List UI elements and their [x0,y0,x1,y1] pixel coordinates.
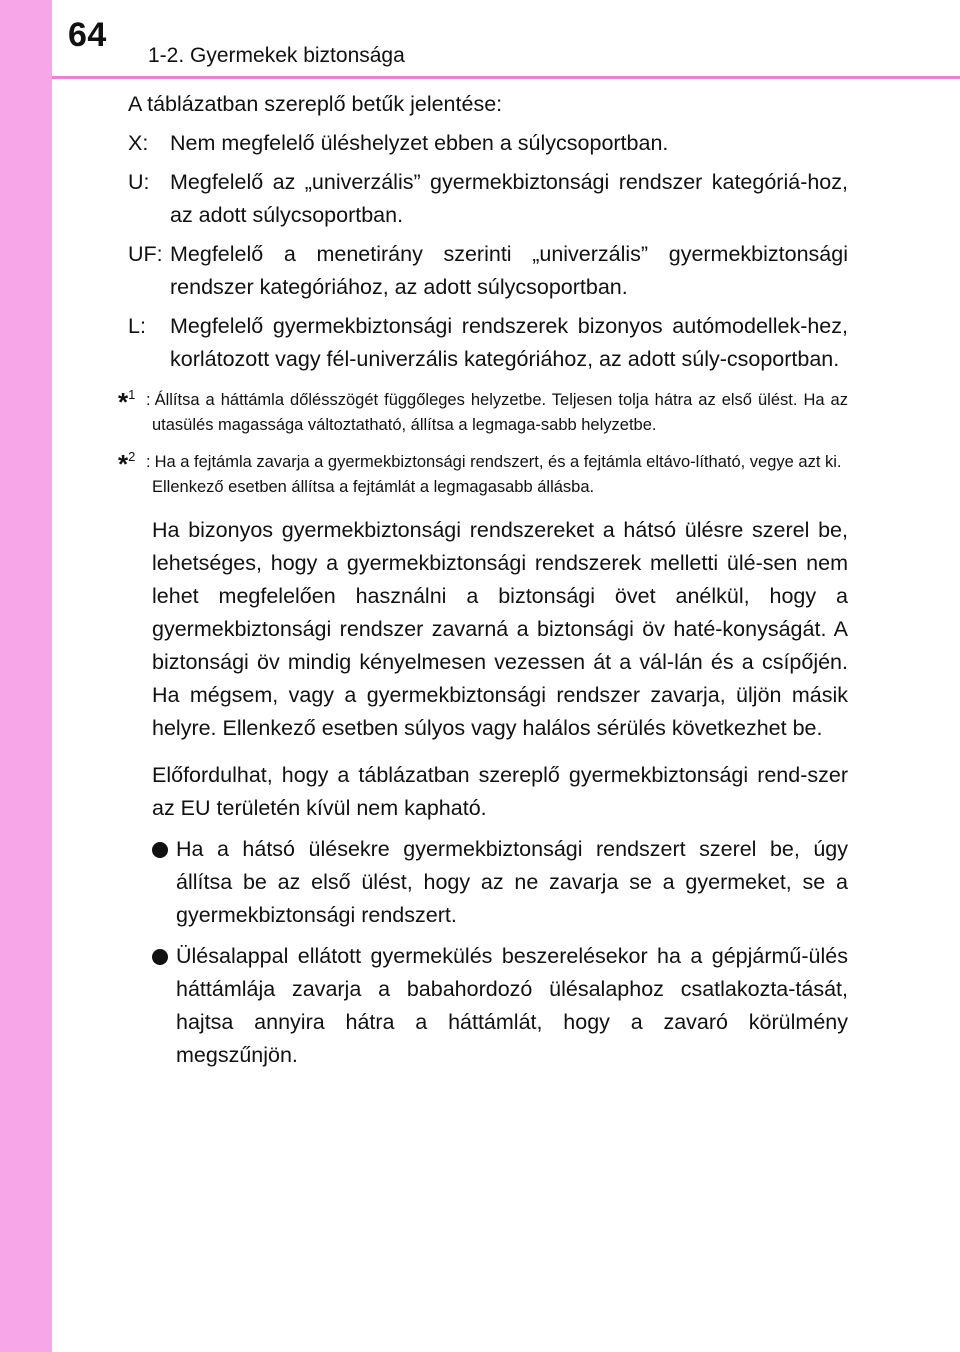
legend-text: Megfelelő az „univerzális” gyermekbiztonsági rendszer kategóriá-hoz, az adott súlycsoportban. [170,170,848,227]
footnote-1-text: Állítsa a háttámla dőlésszögét függőleges helyzetbe. Teljesen tolja hátra az első ülést. Ha az utasülés magassága változtatható, állítsa a legmaga-sabb helyzetbe. [152,391,848,434]
legend-key: UF: [128,242,163,266]
footnote-marker [100,450,152,500]
side-tab-bar [0,0,52,1352]
page-content [100,88,848,1072]
body-paragraph: Előfordulhat, hogy a táblázatban szereplő gyermekbiztonsági rend-szer az EU területén kívül nem kapható. [152,763,848,820]
footnote-asterisk: * [118,387,129,417]
legend-item-uf [100,238,848,304]
header-divider [52,76,960,79]
legend-key: L: [128,314,146,338]
legend-item-u [100,166,848,232]
footnote-1 [100,388,848,438]
section-title: 1-2. Gyermekek biztonsága [148,44,405,67]
bullet-text: Ha a hátsó ülésekre gyermekbiztonsági rendszert szerel be, úgy állítsa be az első ülést, hogy az ne zavarja se a gyermeket, se a gyermekbiztonsági rendszert. [176,837,848,927]
legend-text: Nem megfelelő üléshelyzet ebben a súlycsoportban. [170,131,669,155]
legend-text: Megfelelő gyermekbiztonsági rendszerek bizonyos autómodellek-hez, korlátozott vagy fél-univerzális kategóriához, az adott súly-csoportban. [170,314,848,371]
legend-item-l [100,310,848,376]
legend-intro: A táblázatban szereplő betűk jelentése: [128,92,503,116]
legend-item-x [100,127,848,160]
footnote-2-text: Ha a fejtámla zavarja a gyermekbiztonsági rendszert, és a fejtámla eltávo-lítható, vegye azt ki. [154,453,842,471]
legend-key: U: [128,170,150,194]
footnote-text: : Ha a fejtámla zavarja a gyermekbiztonsági rendszert, és a fejtámla eltávo-lítható, vegye azt ki. Ellenkező esetben állítsa a fejtámlát a legmagasabb állásba. [152,450,848,500]
footnote-text: : Állítsa a háttámla dőlésszögét függőleges helyzetbe. Teljesen tolja hátra az első ülést. Ha az utasülés magassága változtatható, állítsa a legmaga-sabb helyzetbe. [146,391,848,434]
bullet-item [152,833,848,932]
bullet-item [152,940,848,1072]
legend-key: X: [128,131,149,155]
footnote-asterisk: * [118,449,129,479]
bullet-icon [152,940,176,1072]
page-number: 64 [68,16,107,54]
footnote-number: 2 [128,449,136,464]
legend-text: Megfelelő a menetirány szerinti „univerzális” gyermekbiztonsági rendszer kategóriához, az adott súlycsoportban. [170,242,848,299]
page-header [52,0,960,80]
footnote-2-text-continued: Ellenkező esetben állítsa a fejtámlát a legmagasabb állásba. [152,478,595,496]
bullet-icon [152,833,176,932]
footnote-marker [100,388,152,438]
body-paragraph: Ha bizonyos gyermekbiztonsági rendszereket a hátsó ülésre szerel be, lehetséges, hogy a gyermekbiztonsági rendszerek melletti ülé-sen nem lehet megfelelően használni a biztonsági övet anélkül, hogy a gyermekbiztonsági rendszer zavarná a biztonsági öv haté-konyságát. A biztonsági öv mindig kényelmesen vezessen át a vál-lán és a csípőjén. Ha mégsem, vagy a gyermekbiztonsági rendszer zavarja, üljön másik helyre. Ellenkező esetben súlyos vagy halálos sérülés következhet be. [152,518,848,740]
bullet-text: Ülésalappal ellátott gyermekülés beszerelésekor ha a gépjármű-ülés háttámlája zavarja a babahordozó ülésalaphoz csatlakozta-tását, hajtsa annyira hátra a háttámlát, hogy a zavaró körülmény megszűnjön. [176,944,848,1067]
footnote-number: 1 [128,387,136,402]
footnote-2 [100,450,848,500]
